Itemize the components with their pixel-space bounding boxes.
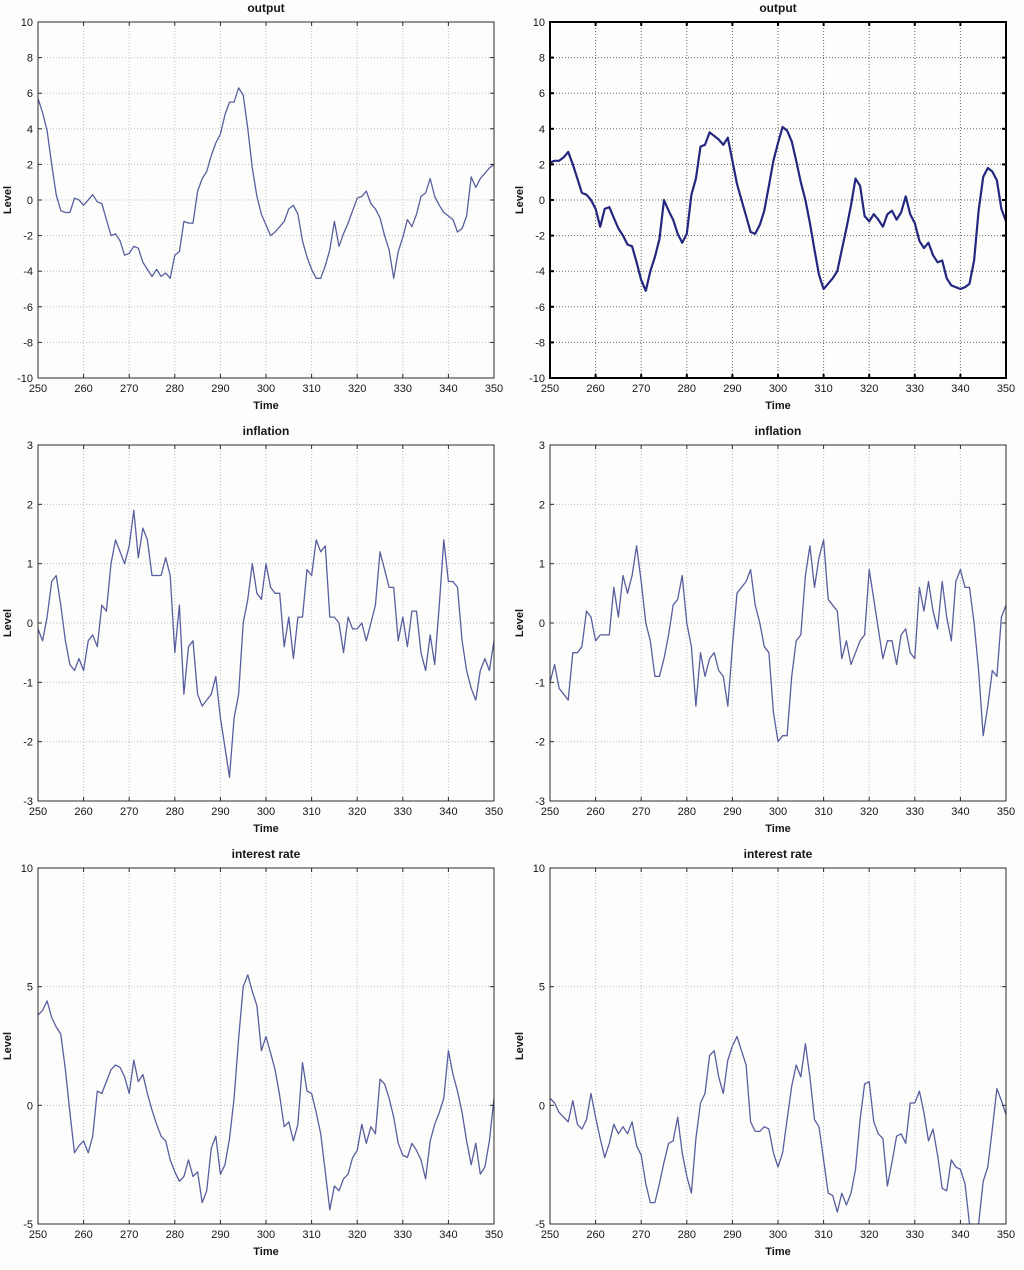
y-tick-label: -5: [535, 1219, 545, 1231]
y-tick-label: -2: [535, 736, 545, 749]
y-tick-label: -6: [535, 301, 545, 314]
y-tick-label: 2: [26, 499, 33, 512]
x-tick-label: 340: [439, 383, 458, 395]
y-tick-label: 5: [26, 981, 33, 994]
data-series-line: [38, 88, 494, 278]
y-tick-label: 6: [26, 88, 33, 101]
y-tick-label: 0: [538, 195, 545, 207]
x-tick-label: 340: [951, 806, 970, 818]
x-tick-label: 280: [677, 806, 696, 818]
chart-panel-interest-rate-left: [0, 846, 512, 1270]
x-tick-label: 290: [723, 1229, 742, 1241]
chart-canvas-inflation-left: [0, 423, 512, 846]
x-tick-label: 350: [996, 383, 1016, 395]
y-axis-label: Level: [514, 608, 526, 638]
chart-title: output: [247, 1, 285, 15]
x-tick-label: 260: [74, 1229, 93, 1241]
x-tick-label: 280: [165, 1229, 184, 1241]
y-tick-label: -4: [535, 266, 545, 279]
x-tick-label: 310: [814, 383, 833, 395]
y-tick-label: 0: [26, 1100, 33, 1113]
x-tick-label: 260: [586, 806, 605, 818]
y-tick-label: 10: [20, 17, 33, 29]
y-tick-label: 3: [538, 440, 545, 452]
chart-canvas-inflation-right: [512, 423, 1024, 846]
y-tick-label: -3: [535, 796, 545, 808]
y-tick-label: -4: [23, 266, 33, 279]
x-tick-label: 350: [484, 383, 504, 395]
chart-title: interest rate: [743, 847, 813, 861]
x-tick-label: 270: [632, 1229, 651, 1241]
x-tick-label: 250: [540, 806, 560, 818]
x-tick-label: 290: [211, 806, 230, 818]
x-tick-label: 330: [393, 806, 412, 818]
y-tick-label: -10: [529, 373, 545, 385]
x-tick-label: 250: [540, 383, 560, 395]
y-tick-label: -3: [23, 796, 33, 808]
x-tick-label: 330: [905, 806, 924, 818]
chart-title: inflation: [242, 424, 290, 438]
y-tick-label: -8: [23, 337, 33, 350]
y-tick-label: 2: [538, 159, 545, 172]
x-tick-label: 330: [393, 383, 412, 395]
y-axis-label: Level: [514, 185, 526, 215]
chart-panel-interest-rate-right: [512, 846, 1024, 1270]
y-axis-label: Level: [514, 1031, 526, 1061]
x-tick-label: 280: [677, 1229, 696, 1241]
x-tick-label: 290: [211, 1229, 230, 1241]
chart-panel-output-left: [0, 0, 512, 423]
y-tick-label: 1: [26, 558, 33, 571]
y-tick-label: -1: [23, 677, 33, 690]
y-tick-label: 0: [538, 618, 545, 630]
y-tick-label: 5: [538, 981, 545, 994]
y-tick-label: -6: [23, 301, 33, 314]
y-tick-label: 10: [532, 17, 545, 29]
x-tick-label: 300: [256, 1229, 276, 1241]
x-tick-label: 350: [996, 806, 1016, 818]
x-axis-label: Time: [253, 1246, 279, 1258]
y-tick-label: 0: [538, 1100, 545, 1113]
chart-title: interest rate: [231, 847, 301, 861]
chart-panel-inflation-right: [512, 423, 1024, 846]
x-tick-label: 270: [120, 383, 139, 395]
x-tick-label: 250: [540, 1229, 560, 1241]
y-tick-label: 6: [538, 88, 545, 101]
x-tick-label: 250: [28, 383, 48, 395]
x-axis-label: Time: [765, 823, 791, 835]
x-tick-label: 250: [28, 1229, 48, 1241]
x-tick-label: 310: [302, 1229, 321, 1241]
y-tick-label: 3: [26, 440, 33, 452]
y-tick-label: 4: [26, 123, 33, 136]
x-tick-label: 270: [632, 806, 651, 818]
chart-canvas-interest-rate-left: [0, 846, 512, 1269]
x-tick-label: 310: [814, 806, 833, 818]
x-tick-label: 270: [632, 383, 651, 395]
y-axis-label: Level: [2, 185, 14, 215]
x-tick-label: 290: [723, 806, 742, 818]
chart-canvas-output-left: [0, 0, 512, 423]
x-tick-label: 300: [256, 383, 276, 395]
x-tick-label: 280: [677, 383, 696, 395]
x-tick-label: 300: [768, 1229, 788, 1241]
x-tick-label: 350: [484, 1229, 504, 1241]
chart-canvas-output-right: [512, 0, 1024, 423]
x-tick-label: 310: [302, 806, 321, 818]
x-tick-label: 340: [951, 1229, 970, 1241]
y-tick-label: 4: [538, 123, 545, 136]
x-tick-label: 330: [905, 383, 924, 395]
x-tick-label: 320: [860, 383, 879, 395]
x-tick-label: 340: [951, 383, 970, 395]
x-tick-label: 260: [586, 383, 605, 395]
x-tick-label: 300: [256, 806, 276, 818]
x-tick-label: 310: [302, 383, 321, 395]
x-tick-label: 320: [860, 806, 879, 818]
x-tick-label: 280: [165, 806, 184, 818]
y-tick-label: 0: [26, 618, 33, 630]
x-tick-label: 350: [996, 1229, 1016, 1241]
y-axis-label: Level: [2, 608, 14, 638]
x-tick-label: 320: [348, 383, 367, 395]
y-tick-label: -2: [23, 736, 33, 749]
x-tick-label: 320: [348, 806, 367, 818]
chart-panel-output-right: [512, 0, 1024, 423]
x-tick-label: 290: [723, 383, 742, 395]
y-tick-label: 8: [538, 52, 545, 65]
x-axis-label: Time: [253, 823, 279, 835]
x-tick-label: 300: [768, 806, 788, 818]
y-tick-label: 2: [26, 159, 33, 172]
chart-title: inflation: [754, 424, 802, 438]
x-tick-label: 330: [393, 1229, 412, 1241]
x-tick-label: 330: [905, 1229, 924, 1241]
x-axis-label: Time: [253, 400, 279, 412]
y-tick-label: 10: [20, 863, 33, 875]
y-tick-label: -2: [23, 230, 33, 243]
y-tick-label: 8: [26, 52, 33, 65]
y-tick-label: -2: [535, 230, 545, 243]
x-tick-label: 320: [348, 1229, 367, 1241]
x-tick-label: 310: [814, 1229, 833, 1241]
x-tick-label: 350: [484, 806, 504, 818]
x-tick-label: 270: [120, 806, 139, 818]
chart-panel-inflation-left: [0, 423, 512, 846]
y-tick-label: -1: [535, 677, 545, 690]
y-tick-label: 2: [538, 499, 545, 512]
y-tick-label: -10: [17, 373, 33, 385]
x-tick-label: 280: [165, 383, 184, 395]
x-tick-label: 260: [74, 383, 93, 395]
y-axis-label: Level: [2, 1031, 14, 1061]
x-axis-label: Time: [765, 1246, 791, 1258]
x-tick-label: 260: [74, 806, 93, 818]
x-axis-label: Time: [765, 400, 791, 412]
chart-canvas-interest-rate-right: [512, 846, 1024, 1269]
x-tick-label: 340: [439, 1229, 458, 1241]
x-tick-label: 250: [28, 806, 48, 818]
chart-title: output: [759, 1, 797, 15]
x-tick-label: 270: [120, 1229, 139, 1241]
x-tick-label: 300: [768, 383, 788, 395]
y-tick-label: 0: [26, 195, 33, 207]
y-tick-label: 1: [538, 558, 545, 571]
x-tick-label: 320: [860, 1229, 879, 1241]
y-tick-label: 10: [532, 863, 545, 875]
x-tick-label: 290: [211, 383, 230, 395]
x-tick-label: 340: [439, 806, 458, 818]
y-tick-label: -5: [23, 1219, 33, 1231]
x-tick-label: 260: [586, 1229, 605, 1241]
y-tick-label: -8: [535, 337, 545, 350]
